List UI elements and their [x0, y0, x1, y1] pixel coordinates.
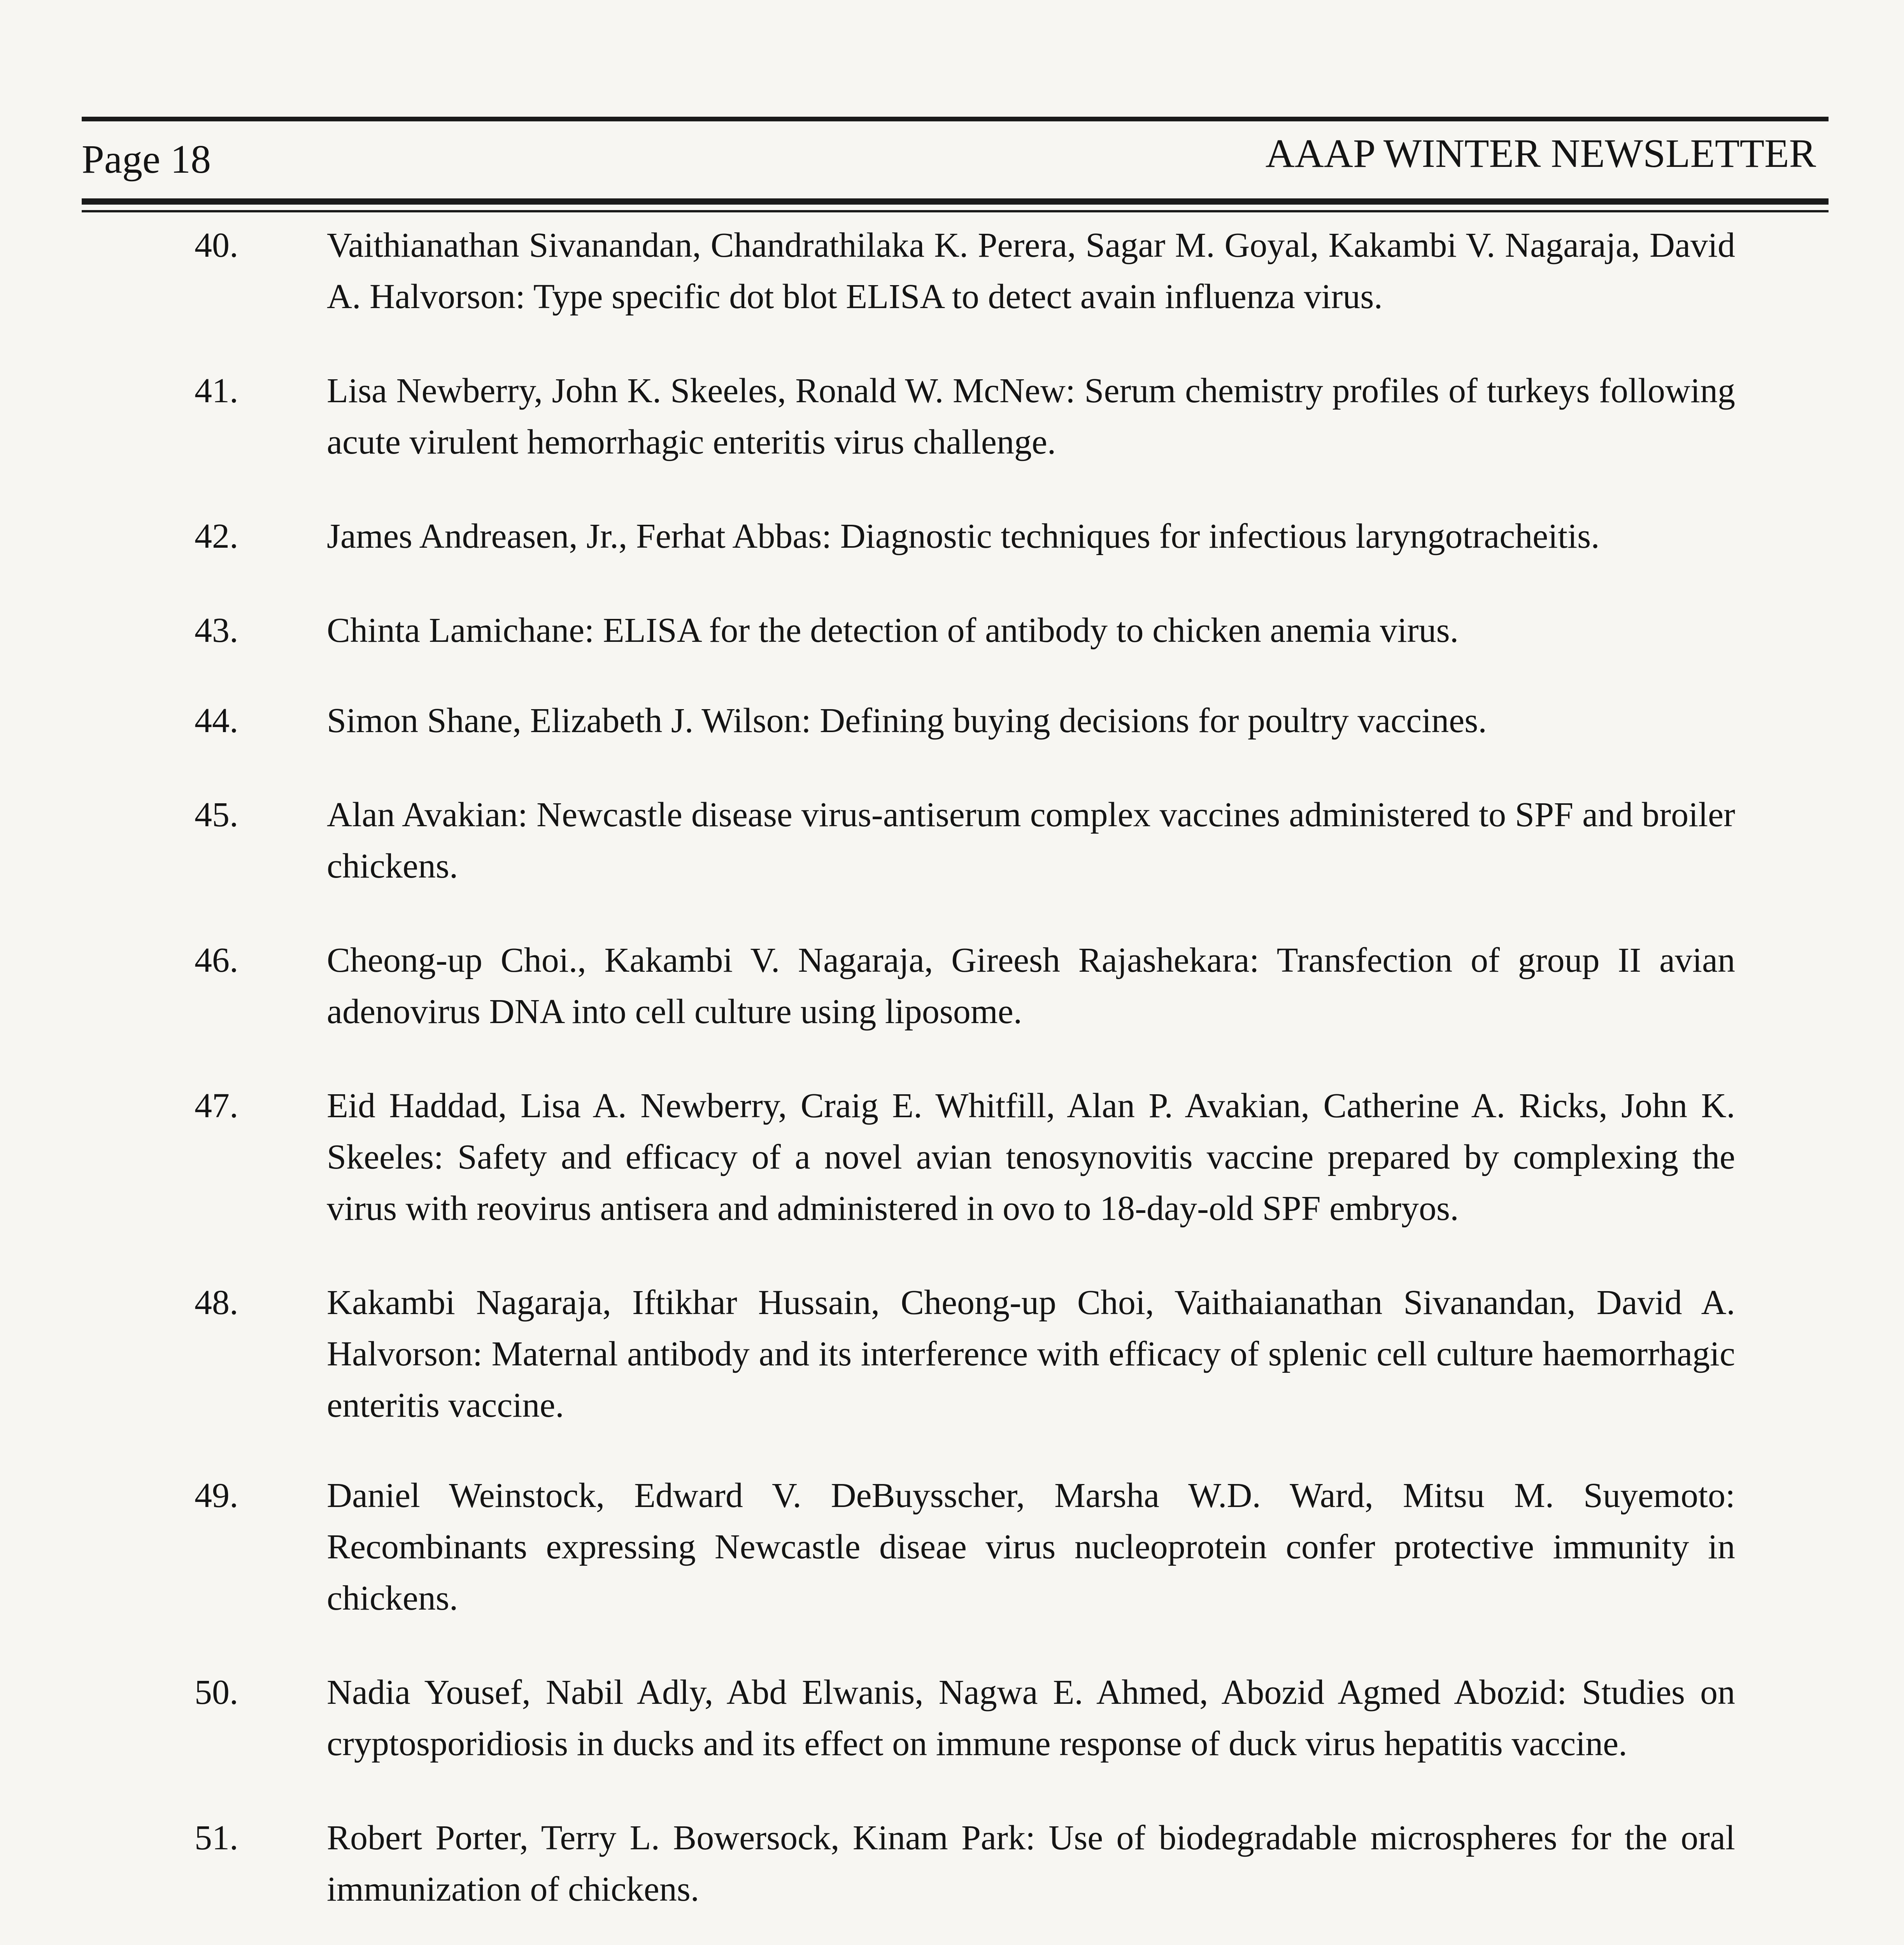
header-rule-thin	[82, 210, 1829, 212]
abstract-entry-41	[195, 365, 1735, 468]
abstract-entry-51	[195, 1812, 1735, 1915]
abstract-list	[195, 220, 1735, 1945]
entry-number: 43.	[195, 611, 238, 650]
header-rule-thick	[82, 198, 1829, 205]
entry-number: 41.	[195, 371, 238, 410]
abstract-entry-44	[195, 695, 1735, 746]
entry-number: 47.	[195, 1086, 238, 1125]
abstract-entry-46	[195, 935, 1735, 1037]
entry-number: 48.	[195, 1283, 238, 1322]
entry-text: Chinta Lamichane: ELISA for the detection of antibody to chicken anemia virus.	[327, 611, 1459, 650]
entry-text: James Andreasen, Jr., Ferhat Abbas: Diagnostic techniques for infectious laryngotracheitis.	[327, 517, 1600, 555]
entry-number: 45.	[195, 796, 238, 834]
abstract-entry-48	[195, 1277, 1735, 1431]
entry-number: 49.	[195, 1476, 238, 1515]
entry-text: Robert Porter, Terry L. Bowersock, Kinam Park: Use of biodegradable microspheres for the oral immunization of chickens.	[327, 1819, 1735, 1908]
entry-text: Alan Avakian: Newcastle disease virus-antiserum complex vaccines administered to SPF and broiler chickens.	[327, 796, 1735, 885]
entry-text: Vaithianathan Sivanandan, Chandrathilaka K. Perera, Sagar M. Goyal, Kakambi V. Nagaraja, David A. Halvorson: Type specific dot blot ELISA to detect avain influenza virus.	[327, 226, 1735, 316]
page-number: Page 18	[82, 137, 211, 182]
entry-number: 40.	[195, 226, 238, 265]
entry-text: Simon Shane, Elizabeth J. Wilson: Defining buying decisions for poultry vaccines.	[327, 701, 1487, 740]
abstract-entry-45	[195, 789, 1735, 892]
abstract-entry-42	[195, 511, 1735, 562]
newsletter-title: AAAP WINTER NEWSLETTER	[1265, 131, 1816, 176]
entry-number: 50.	[195, 1673, 238, 1712]
entry-text: Kakambi Nagaraja, Iftikhar Hussain, Cheong-up Choi, Vaithaianathan Sivanandan, David A. Halvorson: Maternal antibody and its interference with efficacy of splenic cell culture haemorrhagic enteritis vaccine.	[327, 1283, 1735, 1425]
entry-number: 46.	[195, 941, 238, 980]
entry-text: Lisa Newberry, John K. Skeeles, Ronald W. McNew: Serum chemistry profiles of turkeys following acute virulent hemorrhagic enteritis virus challenge.	[327, 371, 1735, 461]
entry-text: Cheong-up Choi., Kakambi V. Nagaraja, Gireesh Rajashekara: Transfection of group II avian adenovirus DNA into cell culture using liposome.	[327, 941, 1735, 1031]
abstract-entry-47	[195, 1080, 1735, 1234]
abstract-entry-40	[195, 220, 1735, 322]
abstract-entry-43	[195, 605, 1735, 656]
entry-number: 44.	[195, 701, 238, 740]
abstract-entry-50	[195, 1667, 1735, 1770]
entry-number: 42.	[195, 517, 238, 555]
entry-text: Nadia Yousef, Nabil Adly, Abd Elwanis, Nagwa E. Ahmed, Abozid Agmed Abozid: Studies on cryptosporidiosis in ducks and its effect on immune response of duck virus hepatitis vaccine.	[327, 1673, 1735, 1763]
header-rule-top	[82, 117, 1829, 121]
entry-text: Eid Haddad, Lisa A. Newberry, Craig E. Whitfill, Alan P. Avakian, Catherine A. Ricks, John K. Skeeles: Safety and efficacy of a novel avian tenosynovitis vaccine prepared by complexing the virus with reovirus antisera and administered in ovo to 18-day-old SPF embryos.	[327, 1086, 1735, 1228]
entry-text: Daniel Weinstock, Edward V. DeBuysscher, Marsha W.D. Ward, Mitsu M. Suyemoto: Recombinants expressing Newcastle diseae virus nucleoprotein confer protective immunity in chickens.	[327, 1476, 1735, 1617]
entry-number: 51.	[195, 1819, 238, 1857]
abstract-entry-49	[195, 1470, 1735, 1624]
